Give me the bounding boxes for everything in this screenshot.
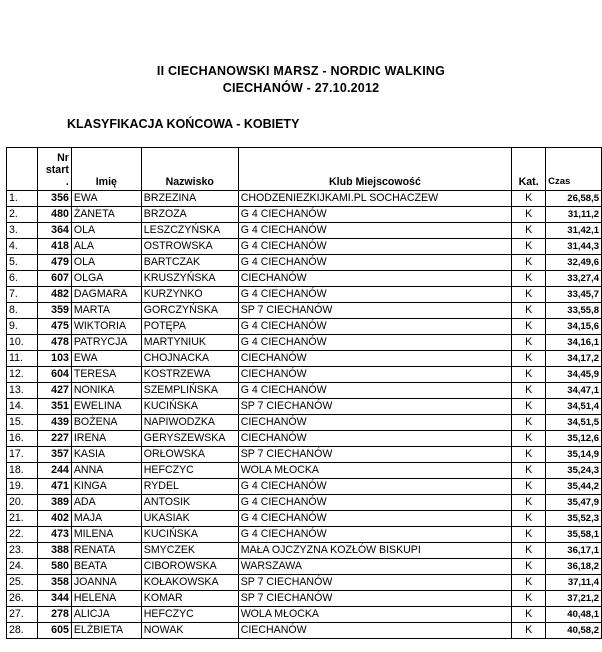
row-category: K [512,223,546,239]
table-row [7,239,602,255]
row-last-name: HEFCZYC [141,607,238,623]
row-club: SP 7 CIECHANÓW [238,447,511,463]
row-start-number: 604 [37,367,71,383]
row-start-number: 227 [37,431,71,447]
row-time: 26,58,5 [546,191,602,207]
row-last-name: OSTROWSKA [141,239,238,255]
row-time: 33,45,7 [546,287,602,303]
row-last-name: GORCZYŃSKA [141,303,238,319]
row-club: WOLA MŁOCKA [238,607,511,623]
row-start-number: 482 [37,287,71,303]
row-club: SP 7 CIECHANÓW [238,303,511,319]
table-row [7,463,602,479]
row-category: K [512,447,546,463]
header-nr-line3: . [65,176,69,188]
table-row [7,575,602,591]
header-start-number [37,148,71,191]
row-club: G 4 CIECHANÓW [238,335,511,351]
row-first-name: KASIA [71,447,141,463]
row-club: G 4 CIECHANÓW [238,383,511,399]
table-row [7,543,602,559]
document-date-line: CIECHANÓW - 27.10.2012 [222,81,380,95]
row-category: K [512,527,546,543]
row-club: G 4 CIECHANÓW [238,527,511,543]
row-start-number: 580 [37,559,71,575]
row-position: 3. [7,223,38,239]
row-first-name: RENATA [71,543,141,559]
row-category: K [512,383,546,399]
row-last-name: KUCIŃSKA [141,527,238,543]
row-time: 34,51,5 [546,415,602,431]
row-start-number: 351 [37,399,71,415]
row-position: 20. [7,495,38,511]
row-time: 40,48,1 [546,607,602,623]
results-table [6,147,602,639]
row-first-name: OLA [71,255,141,271]
row-category: K [512,271,546,287]
row-position: 9. [7,319,38,335]
row-start-number: 475 [37,319,71,335]
row-first-name: ANNA [71,463,141,479]
header-last-name: Nazwisko [141,148,238,191]
row-last-name: NOWAK [141,623,238,639]
row-first-name: OLGA [71,271,141,287]
document-title: II CIECHANOWSKI MARSZ - NORDIC WALKING [156,64,446,78]
row-last-name: CHOJNACKA [141,351,238,367]
row-time: 31,44,3 [546,239,602,255]
row-position: 4. [7,239,38,255]
row-category: K [512,431,546,447]
row-time: 34,51,4 [546,399,602,415]
row-club: G 4 CIECHANÓW [238,239,511,255]
row-category: K [512,207,546,223]
row-position: 10. [7,335,38,351]
table-row [7,559,602,575]
row-start-number: 480 [37,207,71,223]
row-start-number: 471 [37,479,71,495]
row-start-number: 439 [37,415,71,431]
row-category: K [512,351,546,367]
row-start-number: 605 [37,623,71,639]
row-time: 34,16,1 [546,335,602,351]
row-time: 36,18,2 [546,559,602,575]
table-row [7,447,602,463]
row-position: 7. [7,287,38,303]
row-club: G 4 CIECHANÓW [238,319,511,335]
table-row [7,223,602,239]
row-category: K [512,543,546,559]
row-last-name: UKASIAK [141,511,238,527]
row-last-name: BRZOZA [141,207,238,223]
row-first-name: MILENA [71,527,141,543]
row-start-number: 344 [37,591,71,607]
row-first-name: TERESA [71,367,141,383]
table-row [7,511,602,527]
row-category: K [512,607,546,623]
row-position: 21. [7,511,38,527]
row-category: K [512,255,546,271]
row-first-name: ADA [71,495,141,511]
row-first-name: DAGMARA [71,287,141,303]
row-start-number: 479 [37,255,71,271]
row-club: CIECHANÓW [238,351,511,367]
row-last-name: POTĘPA [141,319,238,335]
row-start-number: 473 [37,527,71,543]
row-start-number: 478 [37,335,71,351]
row-position: 25. [7,575,38,591]
table-row [7,607,602,623]
table-row [7,191,602,207]
row-time: 36,17,1 [546,543,602,559]
row-club: G 4 CIECHANÓW [238,207,511,223]
row-last-name: ANTOSIK [141,495,238,511]
row-category: K [512,303,546,319]
row-time: 34,47,1 [546,383,602,399]
row-position: 11. [7,351,38,367]
row-first-name: ALICJA [71,607,141,623]
header-first-name: Imię [71,148,141,191]
row-start-number: 358 [37,575,71,591]
row-first-name: ŻANETA [71,207,141,223]
table-header-row [7,148,602,191]
table-row [7,527,602,543]
row-last-name: KOMAR [141,591,238,607]
row-first-name: JOANNA [71,575,141,591]
table-row [7,351,602,367]
row-position: 27. [7,607,38,623]
row-category: K [512,191,546,207]
table-row [7,623,602,639]
header-nr-line2: start [45,164,69,176]
row-start-number: 356 [37,191,71,207]
row-start-number: 388 [37,543,71,559]
row-club: G 4 CIECHANÓW [238,223,511,239]
row-last-name: ORŁOWSKA [141,447,238,463]
row-club: G 4 CIECHANÓW [238,287,511,303]
row-time: 35,24,3 [546,463,602,479]
row-time: 35,58,1 [546,527,602,543]
row-time: 35,47,9 [546,495,602,511]
row-last-name: KOŁAKOWSKA [141,575,238,591]
row-first-name: ALA [71,239,141,255]
row-last-name: KURZYNKO [141,287,238,303]
row-category: K [512,415,546,431]
row-time: 33,55,8 [546,303,602,319]
row-club: CIECHANÓW [238,431,511,447]
row-club: G 4 CIECHANÓW [238,511,511,527]
row-club: CIECHANÓW [238,623,511,639]
row-club: G 4 CIECHANÓW [238,479,511,495]
row-last-name: HEFCZYC [141,463,238,479]
table-row [7,255,602,271]
row-time: 31,11,2 [546,207,602,223]
row-first-name: ELŻBIETA [71,623,141,639]
row-start-number: 607 [37,271,71,287]
row-time: 35,14,9 [546,447,602,463]
row-start-number: 389 [37,495,71,511]
row-start-number: 278 [37,607,71,623]
row-club: CIECHANÓW [238,415,511,431]
row-category: K [512,287,546,303]
table-row [7,591,602,607]
table-row [7,303,602,319]
row-position: 5. [7,255,38,271]
row-last-name: SMYCZEK [141,543,238,559]
row-category: K [512,335,546,351]
row-position: 6. [7,271,38,287]
row-first-name: MAJA [71,511,141,527]
row-start-number: 402 [37,511,71,527]
row-club: WOLA MŁOCKA [238,463,511,479]
table-row [7,431,602,447]
row-category: K [512,575,546,591]
table-row [7,207,602,223]
row-last-name: BARTCZAK [141,255,238,271]
row-position: 2. [7,207,38,223]
row-last-name: BRZEZINA [141,191,238,207]
table-row [7,495,602,511]
row-last-name: RYDEL [141,479,238,495]
row-position: 28. [7,623,38,639]
header-category: Kat. [512,148,546,191]
table-row [7,287,602,303]
row-first-name: MARTA [71,303,141,319]
row-club: MAŁA OJCZYZNA KOZŁÓW BISKUPI [238,543,511,559]
row-start-number: 427 [37,383,71,399]
row-club: SP 7 CIECHANÓW [238,575,511,591]
row-position: 18. [7,463,38,479]
row-club: CHODZENIEZKIJKAMI.PL SOCHACZEW [238,191,511,207]
row-time: 34,45,9 [546,367,602,383]
row-last-name: KRUSZYŃSKA [141,271,238,287]
row-position: 13. [7,383,38,399]
row-first-name: BEATA [71,559,141,575]
row-start-number: 244 [37,463,71,479]
table-row [7,415,602,431]
row-club: SP 7 CIECHANÓW [238,399,511,415]
row-first-name: NONIKA [71,383,141,399]
row-last-name: CIBOROWSKA [141,559,238,575]
table-row [7,335,602,351]
row-category: K [512,479,546,495]
row-last-name: SZEMPLIŃSKA [141,383,238,399]
row-start-number: 418 [37,239,71,255]
row-club: G 4 CIECHANÓW [238,255,511,271]
row-category: K [512,319,546,335]
row-start-number: 364 [37,223,71,239]
row-first-name: IRENA [71,431,141,447]
row-position: 15. [7,415,38,431]
row-category: K [512,591,546,607]
row-position: 16. [7,431,38,447]
row-first-name: PATRYCJA [71,335,141,351]
row-start-number: 359 [37,303,71,319]
row-club: G 4 CIECHANÓW [238,495,511,511]
header-club: Klub Miejscowość [238,148,511,191]
row-last-name: NAPIWODZKA [141,415,238,431]
row-last-name: MARTYNIUK [141,335,238,351]
row-last-name: KOSTRZEWA [141,367,238,383]
row-time: 33,27,4 [546,271,602,287]
table-body [7,191,602,639]
row-time: 31,42,1 [546,223,602,239]
table-row [7,271,602,287]
header-time: Czas [546,148,602,191]
row-time: 40,58,2 [546,623,602,639]
classification-heading: KLASYFIKACJA KOŃCOWA - KOBIETY [67,117,300,131]
row-category: K [512,559,546,575]
row-category: K [512,239,546,255]
row-position: 8. [7,303,38,319]
row-club: SP 7 CIECHANÓW [238,591,511,607]
row-start-number: 357 [37,447,71,463]
table-row [7,319,602,335]
row-club: CIECHANÓW [238,367,511,383]
row-position: 26. [7,591,38,607]
row-category: K [512,623,546,639]
row-category: K [512,399,546,415]
row-time: 37,21,2 [546,591,602,607]
row-start-number: 103 [37,351,71,367]
row-first-name: EWA [71,191,141,207]
row-first-name: HELENA [71,591,141,607]
table-row [7,367,602,383]
row-time: 34,15,6 [546,319,602,335]
row-category: K [512,463,546,479]
row-position: 17. [7,447,38,463]
row-position: 22. [7,527,38,543]
row-time: 35,52,3 [546,511,602,527]
header-nr-line1: Nr [57,152,69,164]
header-position [7,148,38,191]
row-time: 32,49,6 [546,255,602,271]
row-first-name: WIKTORIA [71,319,141,335]
row-last-name: KUCIŃSKA [141,399,238,415]
row-last-name: GERYSZEWSKA [141,431,238,447]
row-first-name: KINGA [71,479,141,495]
row-club: CIECHANÓW [238,271,511,287]
row-time: 37,11,4 [546,575,602,591]
row-first-name: EWA [71,351,141,367]
table-row [7,479,602,495]
row-position: 19. [7,479,38,495]
row-category: K [512,495,546,511]
row-position: 24. [7,559,38,575]
row-position: 14. [7,399,38,415]
table-row [7,399,602,415]
row-time: 35,44,2 [546,479,602,495]
row-category: K [512,511,546,527]
row-position: 1. [7,191,38,207]
row-club: WARSZAWA [238,559,511,575]
row-first-name: OLA [71,223,141,239]
row-first-name: EWELINA [71,399,141,415]
table-row [7,383,602,399]
row-position: 12. [7,367,38,383]
row-time: 34,17,2 [546,351,602,367]
row-first-name: BOŻENA [71,415,141,431]
row-time: 35,12,6 [546,431,602,447]
row-last-name: LESZCZYŃSKA [141,223,238,239]
row-position: 23. [7,543,38,559]
row-category: K [512,367,546,383]
